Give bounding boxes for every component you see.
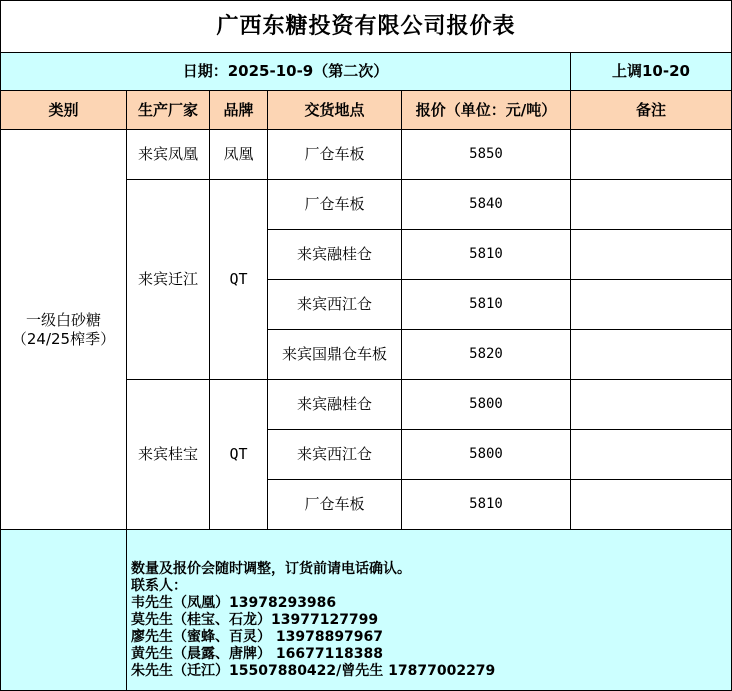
manufacturer-cell: 来宾迁江 bbox=[126, 179, 210, 380]
delivery-cell: 来宾融桂仓 bbox=[267, 229, 402, 280]
price-cell: 5800 bbox=[401, 429, 571, 480]
remark-cell bbox=[570, 429, 732, 480]
manufacturer-cell: 来宾凤凰 bbox=[126, 129, 210, 180]
date-line: 日期：2025-10-9（第二次） bbox=[0, 52, 571, 91]
remark-cell bbox=[570, 329, 732, 380]
category-name: 一级白砂糖 bbox=[25, 310, 101, 329]
category-cell bbox=[0, 129, 127, 530]
price-cell: 5810 bbox=[401, 479, 571, 530]
delivery-cell: 厂仓车板 bbox=[267, 179, 402, 230]
brand-cell: 凤凰 bbox=[209, 129, 268, 180]
adjust-note: 上调10-20 bbox=[570, 52, 732, 91]
remark-cell bbox=[570, 279, 732, 330]
sheet-title: 广西东糖投资有限公司报价表 bbox=[0, 0, 732, 53]
price-cell: 5810 bbox=[401, 279, 571, 330]
delivery-cell: 厂仓车板 bbox=[267, 129, 402, 180]
delivery-cell: 厂仓车板 bbox=[267, 479, 402, 530]
price-cell: 5820 bbox=[401, 329, 571, 380]
header-category: 类别 bbox=[0, 90, 127, 130]
header-price: 报价（单位：元/吨） bbox=[401, 90, 571, 130]
delivery-cell: 来宾国鼎仓车板 bbox=[267, 329, 402, 380]
remark-cell bbox=[570, 229, 732, 280]
header-remark: 备注 bbox=[570, 90, 732, 130]
contact-line: 韦先生（凤凰）13978293986 bbox=[131, 595, 337, 611]
contacts-label: 联系人： bbox=[131, 578, 187, 594]
header-brand: 品牌 bbox=[209, 90, 268, 130]
delivery-cell: 来宾西江仓 bbox=[267, 279, 402, 330]
manufacturer-cell: 来宾桂宝 bbox=[126, 379, 210, 530]
price-cell: 5810 bbox=[401, 229, 571, 280]
header-delivery: 交货地点 bbox=[267, 90, 402, 130]
remark-cell bbox=[570, 379, 732, 430]
header-manufacturer: 生产厂家 bbox=[126, 90, 210, 130]
remark-cell bbox=[570, 129, 732, 180]
contact-line: 廖先生（蜜蜂、百灵） 13978897967 bbox=[131, 629, 384, 645]
remark-cell bbox=[570, 179, 732, 230]
notes-block bbox=[131, 561, 495, 680]
contact-line: 莫先生（桂宝、石龙）13977127799 bbox=[131, 612, 379, 628]
remark-cell bbox=[570, 479, 732, 530]
price-cell: 5800 bbox=[401, 379, 571, 430]
notice-line: 数量及报价会随时调整，订货前请电话确认。 bbox=[131, 561, 411, 577]
contact-line: 朱先生（迁江）15507880422/曾先生 17877002279 bbox=[131, 663, 496, 679]
price-cell: 5840 bbox=[401, 179, 571, 230]
brand-cell: QT bbox=[209, 379, 268, 530]
contact-notes bbox=[126, 529, 732, 691]
contact-line: 黄先生（晨露、唐牌） 16677118388 bbox=[131, 646, 384, 662]
delivery-cell: 来宾西江仓 bbox=[267, 429, 402, 480]
category-season: （24/25榨季） bbox=[11, 329, 116, 348]
delivery-cell: 来宾融桂仓 bbox=[267, 379, 402, 430]
footer-left-blank bbox=[0, 529, 127, 691]
price-cell: 5850 bbox=[401, 129, 571, 180]
brand-cell: QT bbox=[209, 179, 268, 380]
